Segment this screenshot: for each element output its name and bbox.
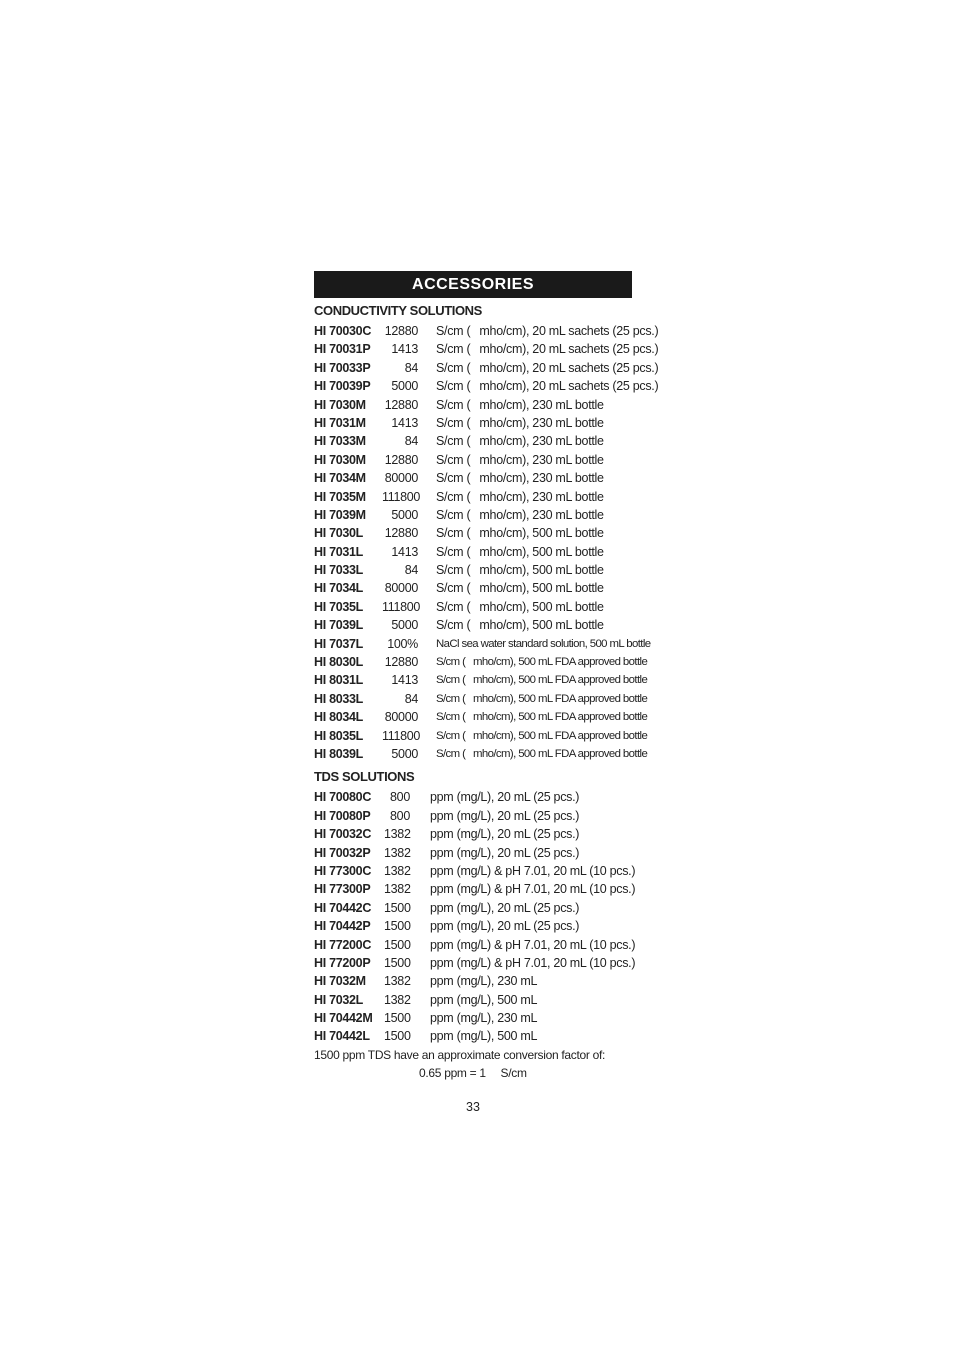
solution-description: S/cm ( mho/cm), 20 mL sachets (25 pcs.) bbox=[436, 379, 659, 394]
solution-description: ppm (mg/L), 500 mL bbox=[430, 1029, 538, 1044]
solution-value: 1382 bbox=[384, 845, 411, 860]
solution-value: 84 bbox=[404, 691, 418, 706]
table-row bbox=[314, 936, 636, 954]
tds-list bbox=[314, 788, 636, 1045]
solution-description: S/cm ( mho/cm), 500 mL FDA approved bottle bbox=[436, 656, 648, 669]
product-code: HI 7030M bbox=[314, 397, 366, 412]
table-row bbox=[314, 598, 632, 616]
solution-value: 12880 bbox=[384, 397, 418, 412]
solution-value: 1382 bbox=[384, 882, 411, 897]
table-row bbox=[314, 899, 632, 917]
solution-description: S/cm ( mho/cm), 500 mL bottle bbox=[436, 544, 604, 559]
product-code: HI 70080P bbox=[314, 808, 371, 823]
solution-value: 1413 bbox=[391, 673, 418, 688]
solution-description: ppm (mg/L), 20 mL (25 pcs.) bbox=[430, 790, 580, 805]
solution-value: 1500 bbox=[384, 900, 411, 915]
product-code: HI 70442M bbox=[314, 1011, 373, 1026]
solution-value: 100% bbox=[387, 636, 418, 651]
product-code: HI 7031M bbox=[314, 415, 366, 430]
table-row bbox=[314, 825, 632, 843]
solution-value: 1382 bbox=[384, 827, 411, 842]
solution-value: 1382 bbox=[384, 863, 411, 878]
solution-description: S/cm ( mho/cm), 500 mL FDA approved bottle bbox=[436, 747, 648, 760]
product-code: HI 7033M bbox=[314, 434, 366, 449]
solution-value: 5000 bbox=[391, 618, 418, 633]
product-code: HI 7035L bbox=[314, 599, 364, 614]
table-row bbox=[314, 451, 632, 469]
solution-value: 12880 bbox=[384, 452, 418, 467]
conductivity-list bbox=[314, 322, 659, 763]
solution-value: 80000 bbox=[384, 710, 418, 725]
solution-description: ppm (mg/L), 20 mL (25 pcs.) bbox=[430, 919, 580, 934]
solution-value: 1382 bbox=[384, 992, 411, 1007]
table-row bbox=[314, 917, 632, 935]
product-code: HI 8033L bbox=[314, 691, 364, 706]
product-code: HI 7034M bbox=[314, 471, 366, 486]
product-code: HI 70442C bbox=[314, 900, 372, 915]
conductivity-heading: CONDUCTIVITY SOLUTIONS bbox=[314, 303, 482, 318]
solution-description: S/cm ( mho/cm), 500 mL bottle bbox=[436, 618, 604, 633]
product-code: HI 7030M bbox=[314, 452, 366, 467]
solution-description: S/cm ( mho/cm), 500 mL FDA approved bottle bbox=[436, 729, 648, 742]
product-code: HI 7037L bbox=[314, 636, 364, 651]
solution-description: S/cm ( mho/cm), 500 mL FDA approved bottle bbox=[436, 674, 648, 687]
table-row bbox=[314, 322, 659, 340]
product-code: HI 7032M bbox=[314, 974, 366, 989]
solution-value: 80000 bbox=[384, 471, 418, 486]
table-row bbox=[314, 469, 632, 487]
table-row bbox=[314, 1009, 632, 1027]
product-code: HI 77200C bbox=[314, 937, 372, 952]
table-row bbox=[314, 1027, 632, 1045]
product-code: HI 8039L bbox=[314, 746, 364, 761]
product-code: HI 7039M bbox=[314, 507, 366, 522]
solution-value: 12880 bbox=[384, 526, 418, 541]
solution-description: ppm (mg/L) & pH 7.01, 20 mL (10 pcs.) bbox=[430, 863, 636, 878]
table-row bbox=[314, 616, 632, 634]
product-code: HI 77200P bbox=[314, 955, 371, 970]
table-row bbox=[314, 972, 632, 990]
solution-value: 12880 bbox=[384, 655, 418, 670]
accessories-page bbox=[314, 271, 659, 1114]
solution-value: 1413 bbox=[391, 415, 418, 430]
table-row bbox=[314, 690, 648, 708]
solution-description: ppm (mg/L) & pH 7.01, 20 mL (10 pcs.) bbox=[430, 955, 636, 970]
solution-value: 800 bbox=[390, 808, 410, 823]
product-code: HI 70031P bbox=[314, 342, 371, 357]
table-row bbox=[314, 561, 632, 579]
solution-description: S/cm ( mho/cm), 230 mL bottle bbox=[436, 489, 604, 504]
conversion-note: 1500 ppm TDS have an approximate conversion factor of: bbox=[314, 1047, 606, 1062]
table-row bbox=[314, 807, 632, 825]
table-row bbox=[314, 488, 632, 506]
table-row bbox=[314, 991, 632, 1009]
product-code: HI 70032C bbox=[314, 827, 372, 842]
solution-description: ppm (mg/L), 20 mL (25 pcs.) bbox=[430, 827, 580, 842]
solution-description: S/cm ( mho/cm), 230 mL bottle bbox=[436, 452, 604, 467]
solution-value: 84 bbox=[404, 563, 418, 578]
product-code: HI 7034L bbox=[314, 581, 364, 596]
page-title: ACCESSORIES bbox=[412, 275, 534, 293]
solution-description: S/cm ( mho/cm), 230 mL bottle bbox=[436, 397, 604, 412]
solution-value: 80000 bbox=[384, 581, 418, 596]
solution-value: 1500 bbox=[384, 955, 411, 970]
table-row bbox=[314, 359, 659, 377]
table-row bbox=[314, 635, 651, 653]
table-row bbox=[314, 579, 632, 597]
solution-description: ppm (mg/L) & pH 7.01, 20 mL (10 pcs.) bbox=[430, 882, 636, 897]
solution-description: S/cm ( mho/cm), 230 mL bottle bbox=[436, 434, 604, 449]
product-code: HI 70442P bbox=[314, 919, 371, 934]
solution-value: 800 bbox=[390, 790, 410, 805]
solution-description: ppm (mg/L), 230 mL bbox=[430, 974, 538, 989]
product-code: HI 7031L bbox=[314, 544, 364, 559]
accessories-title-bar bbox=[314, 271, 632, 298]
solution-value: 111800 bbox=[382, 599, 421, 614]
solution-value: 5000 bbox=[391, 507, 418, 522]
solution-value: 1500 bbox=[384, 1011, 411, 1026]
table-row bbox=[314, 432, 632, 450]
solution-value: 5000 bbox=[391, 746, 418, 761]
solution-value: 111800 bbox=[382, 728, 421, 743]
table-row bbox=[314, 414, 632, 432]
table-row bbox=[314, 862, 636, 880]
product-code: HI 7030L bbox=[314, 526, 364, 541]
product-code: HI 7032L bbox=[314, 992, 364, 1007]
solution-description: S/cm ( mho/cm), 20 mL sachets (25 pcs.) bbox=[436, 324, 659, 338]
solution-description: ppm (mg/L), 500 mL bbox=[430, 992, 538, 1007]
solution-description: S/cm ( mho/cm), 230 mL bottle bbox=[436, 471, 604, 486]
product-code: HI 70032P bbox=[314, 845, 371, 860]
solution-description: S/cm ( mho/cm), 20 mL sachets (25 pcs.) bbox=[436, 360, 659, 375]
table-row bbox=[314, 377, 659, 395]
product-code: HI 7035M bbox=[314, 489, 366, 504]
conversion-formula: 0.65 ppm = 1 S/cm bbox=[419, 1065, 527, 1080]
product-code: HI 70033P bbox=[314, 360, 371, 375]
solution-description: S/cm ( mho/cm), 500 mL bottle bbox=[436, 599, 604, 614]
solution-description: ppm (mg/L), 20 mL (25 pcs.) bbox=[430, 900, 580, 915]
product-code: HI 77300P bbox=[314, 882, 371, 897]
product-code: HI 8035L bbox=[314, 728, 364, 743]
product-code: HI 7033L bbox=[314, 563, 364, 578]
table-row bbox=[314, 653, 648, 671]
solution-description: ppm (mg/L), 20 mL (25 pcs.) bbox=[430, 808, 580, 823]
solution-description: S/cm ( mho/cm), 500 mL bottle bbox=[436, 581, 604, 596]
solution-value: 1413 bbox=[391, 342, 418, 357]
solution-value: 84 bbox=[404, 360, 418, 375]
table-row bbox=[314, 671, 648, 689]
solution-description: S/cm ( mho/cm), 500 mL FDA approved bottle bbox=[436, 692, 648, 705]
solution-value: 1413 bbox=[391, 544, 418, 559]
page-number: 33 bbox=[466, 1099, 480, 1114]
product-code: HI 70442L bbox=[314, 1029, 370, 1044]
solution-description: S/cm ( mho/cm), 230 mL bottle bbox=[436, 507, 604, 522]
solution-value: 1500 bbox=[384, 937, 411, 952]
table-row bbox=[314, 396, 632, 414]
product-code: HI 8031L bbox=[314, 673, 364, 688]
solution-description: S/cm ( mho/cm), 500 mL bottle bbox=[436, 526, 604, 541]
solution-value: 5000 bbox=[391, 379, 418, 394]
solution-description: S/cm ( mho/cm), 500 mL FDA approved bottle bbox=[436, 711, 648, 724]
table-row bbox=[314, 745, 648, 763]
solution-description: ppm (mg/L), 230 mL bbox=[430, 1011, 538, 1026]
table-row bbox=[314, 880, 636, 898]
product-code: HI 7039L bbox=[314, 618, 364, 633]
solution-description: NaCl sea water standard solution, 500 mL bottle bbox=[436, 637, 651, 650]
solution-value: 1500 bbox=[384, 1029, 411, 1044]
table-row bbox=[314, 954, 636, 972]
product-code: HI 70080C bbox=[314, 790, 372, 805]
solution-description: S/cm ( mho/cm), 230 mL bottle bbox=[436, 415, 604, 430]
solution-value: 12880 bbox=[384, 324, 418, 338]
solution-value: 1500 bbox=[384, 919, 411, 934]
solution-description: ppm (mg/L), 20 mL (25 pcs.) bbox=[430, 845, 580, 860]
product-code: HI 77300C bbox=[314, 863, 372, 878]
table-row bbox=[314, 844, 632, 862]
product-code: HI 8034L bbox=[314, 710, 364, 725]
solution-value: 111800 bbox=[382, 489, 421, 504]
solution-value: 84 bbox=[404, 434, 418, 449]
table-row bbox=[314, 543, 632, 561]
product-code: HI 70039P bbox=[314, 379, 371, 394]
tds-heading: TDS SOLUTIONS bbox=[314, 769, 415, 785]
table-row bbox=[314, 708, 648, 726]
table-row bbox=[314, 524, 632, 542]
table-row bbox=[314, 727, 648, 745]
solution-description: ppm (mg/L) & pH 7.01, 20 mL (10 pcs.) bbox=[430, 937, 636, 952]
product-code: HI 8030L bbox=[314, 655, 364, 670]
table-row bbox=[314, 340, 659, 358]
solution-description: S/cm ( mho/cm), 500 mL bottle bbox=[436, 563, 604, 578]
product-code: HI 70030C bbox=[314, 324, 372, 338]
solution-value: 1382 bbox=[384, 974, 411, 989]
table-row bbox=[314, 788, 632, 806]
table-row bbox=[314, 506, 632, 524]
solution-description: S/cm ( mho/cm), 20 mL sachets (25 pcs.) bbox=[436, 342, 659, 357]
